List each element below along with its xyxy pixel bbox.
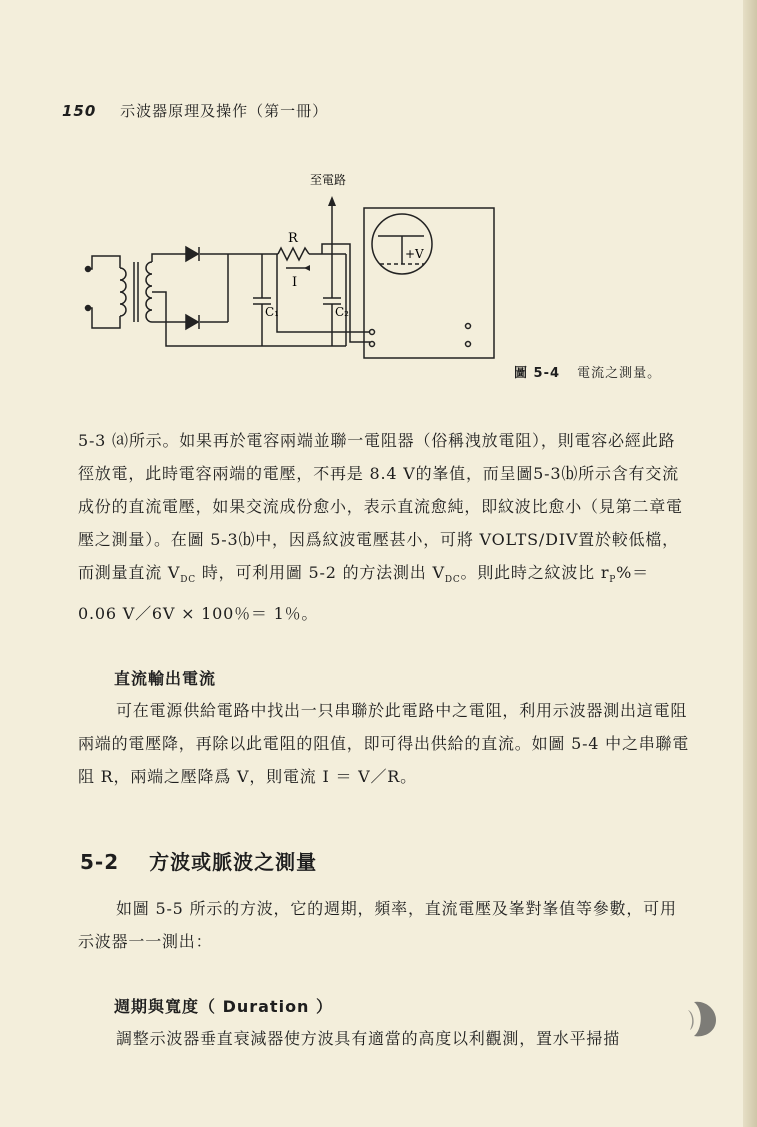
- p1-mid: 時，可利用圖 5-2 的方法測出 V: [195, 563, 445, 582]
- page-number: 150: [62, 102, 97, 120]
- voltage-label: +V: [405, 247, 424, 261]
- c2-label: C₂: [335, 305, 349, 319]
- p1-sub-dc2: DC: [444, 575, 461, 586]
- resistor-label: R: [288, 231, 298, 246]
- p1-end: 。則此時之紋波比 r: [460, 563, 610, 582]
- p2-text: 可在電源供給電路中找出一只串聯於此電路中之電阻，利用示波器測出這電阻兩端的電壓降，再除以此電阻的阻值，即可得出供給的直流。如圖 5-4 中之串聯電阻 R，兩端之壓降爲 V，則電流 I ＝ V／R。: [78, 701, 690, 786]
- section-number: 5-2: [80, 850, 120, 874]
- section-title: 方波或脈波之測量: [149, 850, 318, 874]
- page-edge-shadow: [743, 0, 757, 1127]
- p3-text: 如圖 5-5 所示的方波，它的週期，頻率，直流電壓及峯對峯值等參數，可用示波器一一測出：: [78, 899, 677, 951]
- p1-sub-dc1: DC: [180, 575, 196, 586]
- book-title: 示波器原理及操作（第一冊）: [120, 102, 329, 120]
- current-label: I: [292, 275, 298, 290]
- ink-blot: [686, 998, 722, 1040]
- p1-sub-p: P: [609, 575, 617, 586]
- circuit-figure: [78, 166, 498, 366]
- p4-text: 調整示波器垂直衰減器使方波具有適當的高度以利觀測，置水平掃描: [116, 1029, 621, 1048]
- paragraph-square-wave: [78, 892, 690, 958]
- caption-number: 圖 5-4: [514, 366, 561, 381]
- p1-formula: %＝ 0.06 V／6V × 100％＝ 1％。: [78, 563, 649, 624]
- paragraph-dc-current: [78, 694, 690, 793]
- c1-label: C₁: [265, 305, 279, 319]
- p1-text: 5-3 ⒜所示。如果再於電容兩端並聯一電阻器（俗稱洩放電阻），則電容必經此路徑放電，此時電容兩端的電壓，不再是 8.4 V的峯值，而呈圖5-3⒝所示含有交流成份的直流電壓，如果交流成份愈小，表示直流愈純，即紋波比愈小（見第二章電壓之測量）。在圖 5-3⒝中，因爲紋波電壓甚小，可將 VOLTS/DIV置於較低檔，而測量直流 V: [78, 431, 683, 582]
- page-header: [62, 100, 328, 121]
- subhead-dc-output-current: 直流輸出電流: [114, 669, 217, 688]
- paragraph-ripple: [78, 424, 690, 630]
- to-circuit-label: 至電路: [310, 173, 347, 187]
- subhead-period-duration: 週期與寬度（ Duration ）: [114, 997, 334, 1016]
- figure-caption: [514, 362, 661, 381]
- caption-text: 電流之測量。: [577, 366, 662, 381]
- section-heading: [80, 846, 317, 875]
- paragraph-period: [78, 1022, 690, 1055]
